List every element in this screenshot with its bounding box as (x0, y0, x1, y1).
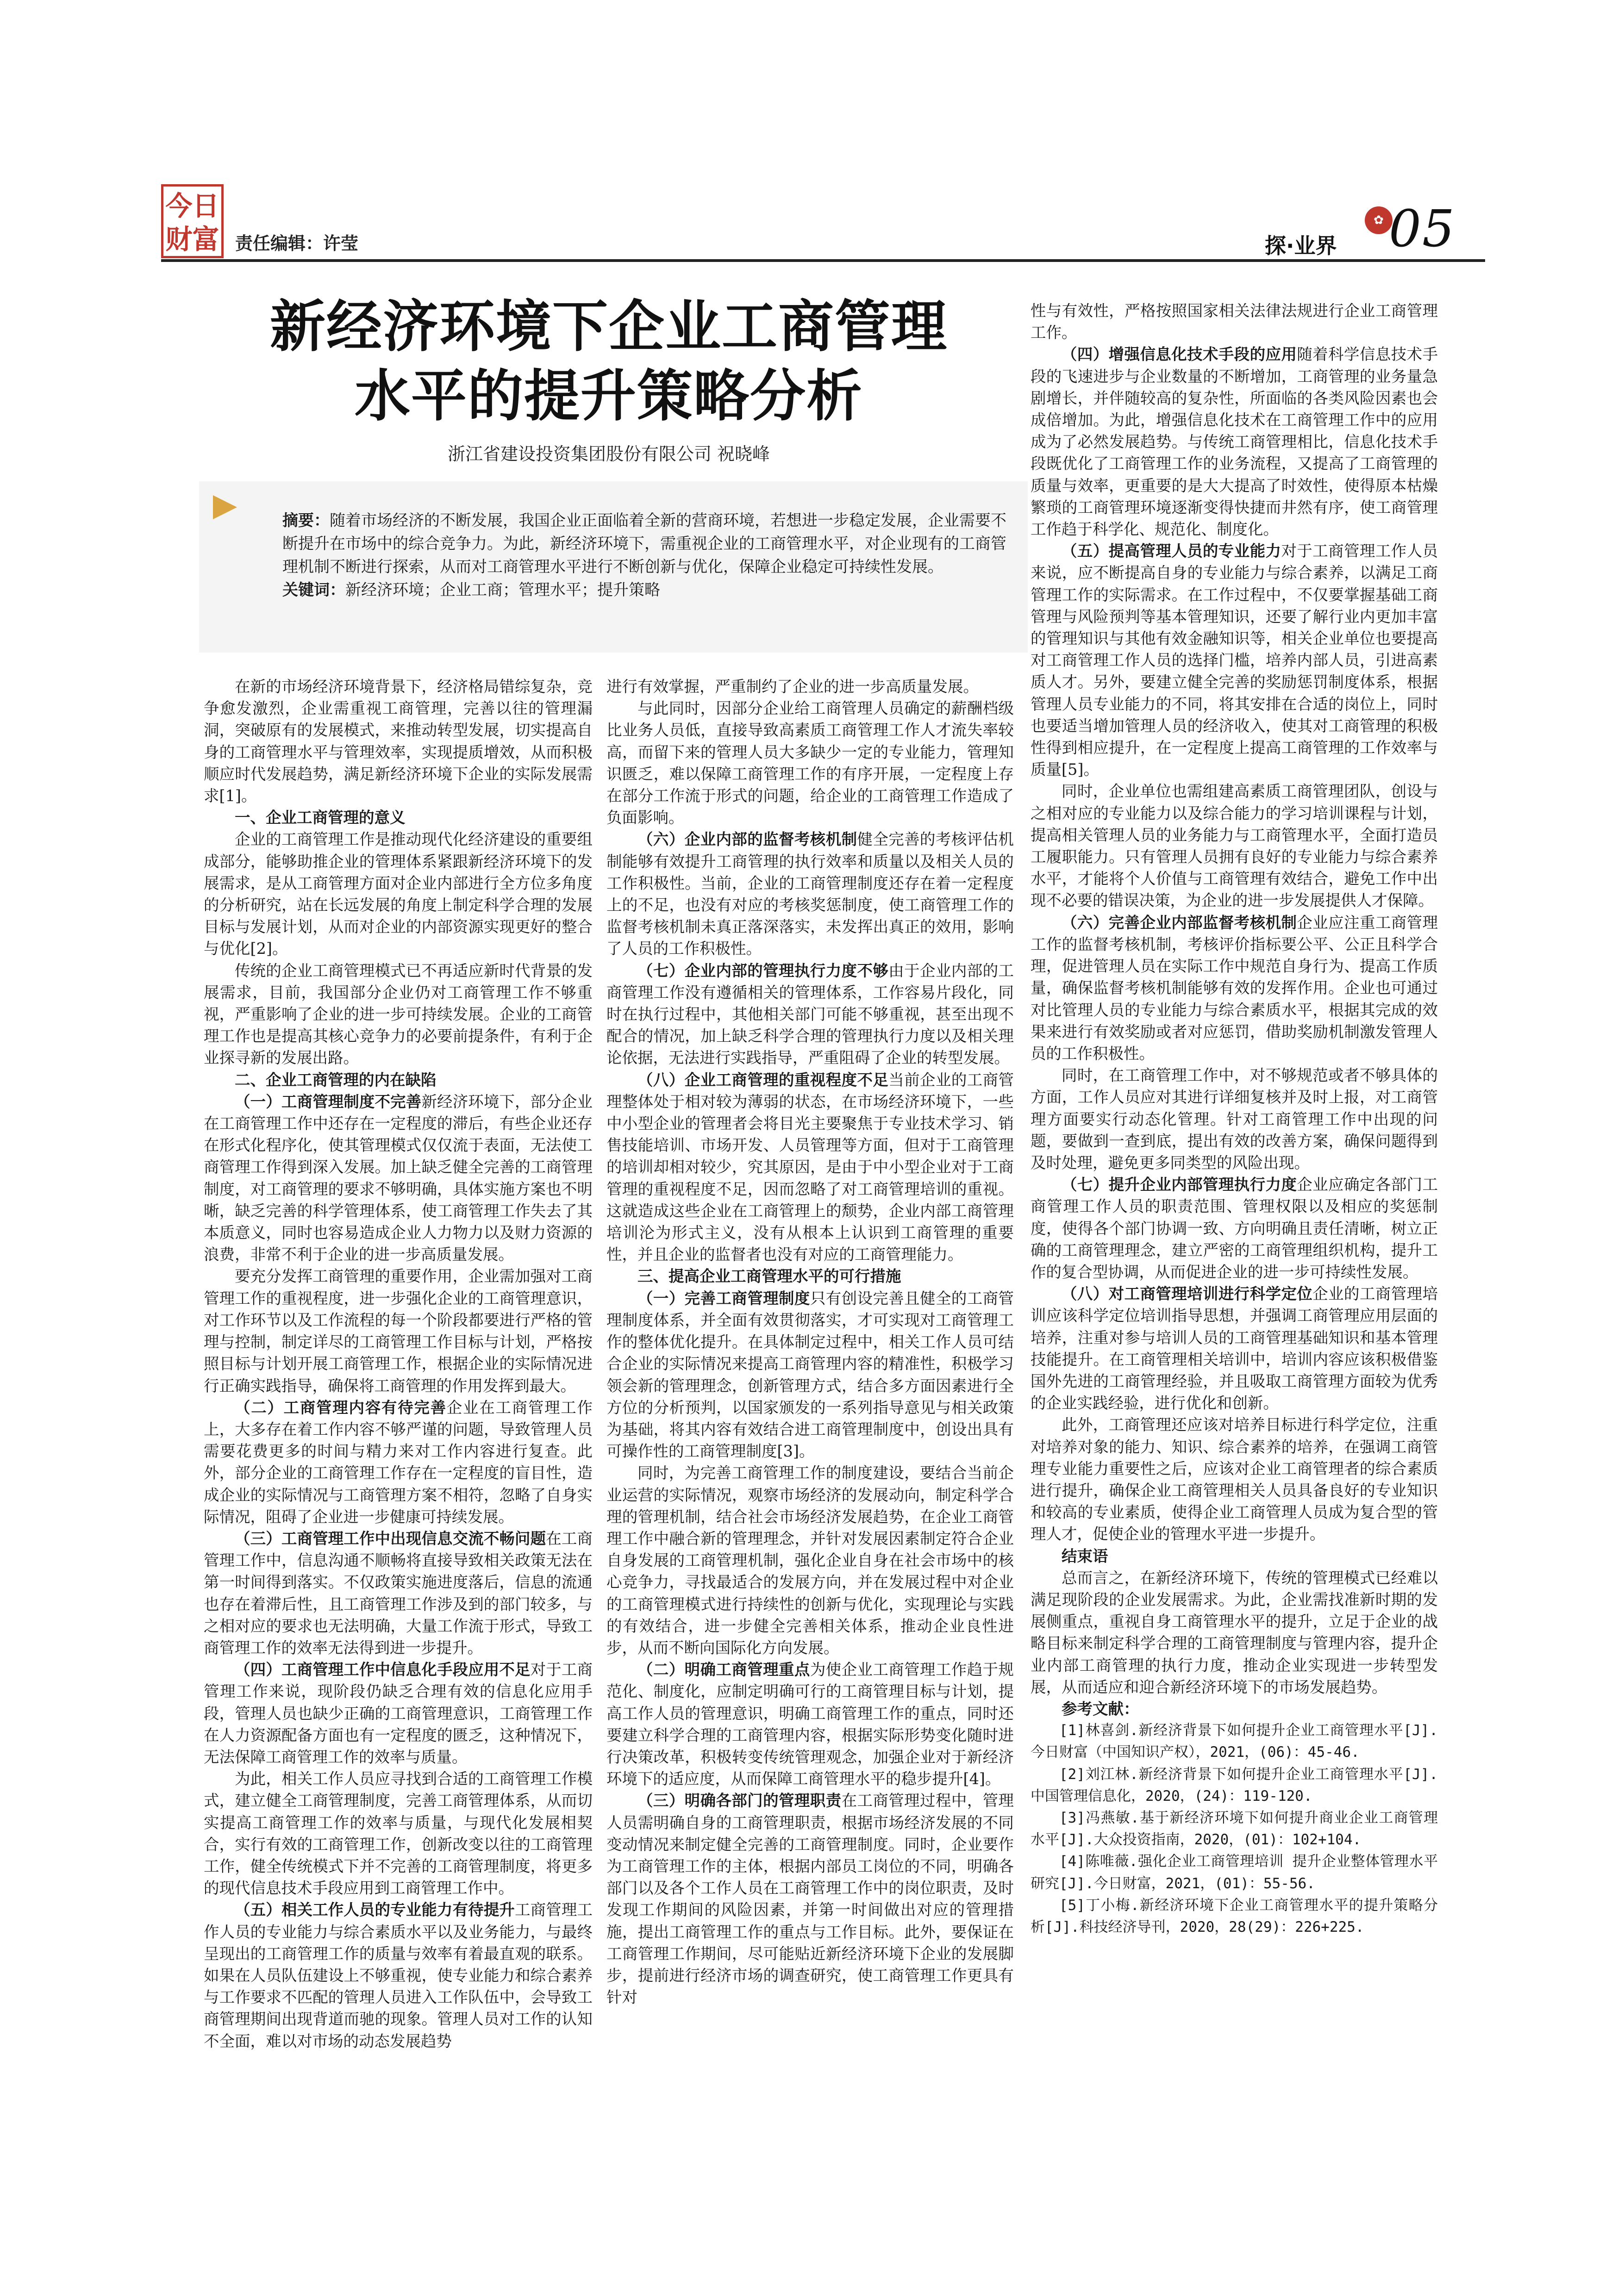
paragraph: 同时，为完善工商管理工作的制度建设，要结合当前企业运营的实际情况，观察市场经济的发展动向，制定科学合理的管理机制，结合社会市场经济发展趋势，在企业工商管理工作中融合新的管理理念，并针对发展因素制定符合企业自身发展的工商管理机制，强化企业自身在社会市场中的核心竞争力，寻找最适合的发展方向，并在发展过程中对企业的工商管理模式进行持续性的创新与优化，实现理论与实践的有效结合，进一步健全完善相关体系，推动企业良性进步，从而不断向国际化方向发展。 (606, 1464, 1014, 1657)
paragraph (606, 960, 1014, 1069)
subheading: （五）提高管理人员的专业能力 (1062, 542, 1281, 560)
paragraph-text: 随着科学信息技术手段的飞速进步与企业数量的不断增加，工商管理的业务量急剧增长，并伴随较高的复杂性，所面临的各类风险因素也会成倍增加。为此，增强信息化技术在工商管理工作中的应用成为了必然发展趋势。与传统工商管理相比，信息化技术手段既优化了工商管理工作的业务流程，又提高了工商管理的质量与效率，更重要的是大大提高了时效性，使得原本枯燥繁琐的工商管理环境逐渐变得快捷而井然有序，使工商管理工作趋于科学化、规范化、制度化。 (1031, 345, 1438, 539)
paragraph (606, 1790, 1014, 2008)
references-heading: 参考文献： (1062, 1700, 1139, 1718)
paragraph: 性与有效性，严格按照国家相关法律法规进行企业工商管理工作。 (1031, 302, 1438, 342)
subheading: （八）对工商管理培训进行科学定位 (1062, 1285, 1313, 1303)
editor-credit: 责任编辑：许莹 (235, 233, 359, 254)
section-name: 探·业界 (1265, 233, 1337, 258)
subheading: （六）完善企业内部监督考核机制 (1062, 913, 1297, 932)
subheading: （七）提升企业内部管理执行力度 (1062, 1176, 1297, 1194)
logo-line-2: 财富 (165, 224, 219, 255)
paragraph: 企业的工商管理工作是推动现代化经济建设的重要组成部分，能够助推企业的管理体系紧跟新经济环境下的发展需求，是从工商管理方面对企业内部进行全方位多角度的分析研究，站在长远发展的角度上制定科学合理的发展目标与发展计划，从而对企业的内部资源实现更好的整合与优化[2]。 (204, 830, 593, 958)
section-heading: 结束语 (1062, 1547, 1108, 1565)
paragraph-text: 企业应注重工商管理工作的监督考核机制，考核评价指标要公平、公正且科学合理，促进管理人员在实际工作中规范自身行为、提高工作质量，确保监督考核机制能够有效的发挥作用。企业也可通过对比管理人员的专业能力与综合素质水平，根据其完成的效果来进行有效奖励或者对应惩罚，借助奖励机制激发管理人员的工作积极性。 (1031, 913, 1438, 1063)
paragraph (1031, 540, 1438, 780)
paragraph: 要充分发挥工商管理的重要作用，企业需加强对工商管理工作的重视程度，进一步强化企业的工商管理意识，对工作环节以及工作流程的每一个阶段都要进行严格的管理与控制，制定详尽的工商管理工作目标与计划，严格按照目标与计划开展工商管理工作，根据企业的实际情况进行正确实践指导，确保将工商管理的作用发挥到最大。 (204, 1267, 593, 1395)
paragraph-text: 对于工商管理工作人员来说，应不断提高自身的专业能力与综合素养，以满足工商管理工作的实际需求。在工作过程中，不仅要掌握基础工商管理与风险预判等基本管理知识，还要了解行业内更加丰富的管理知识与其他有效金融知识等，相关企业单位也要提高对工商管理工作人员的选择门槛，培养内部人员，引进高素质人才。另外，要建立健全完善的奖励惩罚制度体系，根据管理人员专业能力的不同，将其安排在合适的岗位上，同时也要适当增加管理人员的经济收入，使其对工商管理的积极性得到相应提升，在一定程度上提高工商管理的工作效率与质量[5]。 (1031, 542, 1438, 779)
paragraph-text: 工商管理工作人员的专业能力与综合素质水平以及业务能力，与最终呈现出的工商管理工作的质量与效率有着最直观的联系。如果在人员队伍建设上不够重视，使专业能力和综合素养与工作要求不匹配的管理人员进入工作队伍中，会导致工商管理期间出现背道而驰的现象。管理人员对工作的认知不全面，难以对市场的动态发展趋势 (204, 1901, 593, 2050)
subheading: （一）工商管理制度不完善 (235, 1092, 422, 1111)
subheading: （七）企业内部的管理执行力度不够 (637, 961, 889, 980)
subheading: （五）相关工作人员的专业能力有待提升 (235, 1901, 515, 1919)
keywords-paragraph (282, 579, 1009, 602)
subheading: （四）工商管理工作中信息化手段应用不足 (235, 1661, 531, 1679)
paragraph: 进行有效掌握，严重制约了企业的进一步高质量发展。 (606, 678, 979, 696)
paragraph: 为此，相关工作人员应寻找到合适的工商管理工作模式，建立健全工商管理制度，完善工商管理体系，从而切实提高工商管理工作的效率与质量，与现代化发展相契合，实行有效的工商管理工作，创新改变以往的工商管理工作，健全传统模式下并不完善的工商管理制度，将更多的现代信息技术手段应用到工商管理工作中。 (204, 1770, 593, 1898)
abstract-box (199, 481, 1028, 653)
paragraph (606, 1288, 1014, 1462)
paragraph (204, 1091, 593, 1266)
paragraph-text: 由于企业内部的工商管理工作没有遵循相关的管理体系，工作容易片段化，同时在执行过程中，其他相关部门可能不够重视，甚至出现不配合的情况，加上缺乏科学合理的管理执行力度以及相关理论依据，无法进行实践指导，严重阻碍了企业的转型发展。 (606, 961, 1014, 1067)
logo-line-1: 今日 (165, 190, 219, 222)
subheading: （三）工商管理工作中出现信息交流不畅问题 (235, 1529, 546, 1548)
paragraph (204, 1899, 593, 2052)
paragraph (1031, 343, 1438, 540)
arrow-icon (213, 495, 237, 519)
keywords-label: 关键词： (282, 581, 345, 599)
paragraph-text: 企业在工商管理工作上，大多存在着工作内容不够严谨的问题，导致管理人员需要花费更多的时间与精力来对工作内容进行复查。此外，部分企业的工商管理工作存在一定程度的盲目性，造成企业的实际情况与工商管理方案不相符，忽略了自身实际情况，阻碍了企业进一步健康可持续发展。 (204, 1398, 593, 1526)
paragraph-text: 在工商管理工作中，信息沟通不顺畅将直接导致相关政策无法在第一时间得到落实。不仅政策实施进度落后，信息的流通也存在着滞后性，且工商管理工作涉及到的部门较多，与之相对应的要求也无法明确，大量工作流于形式，导致工商管理工作的效率无法得到进一步提升。 (204, 1529, 593, 1657)
abstract-paragraph (282, 509, 1009, 579)
subheading: （六）企业内部的监督考核机制 (637, 830, 857, 849)
paragraph (204, 1528, 593, 1659)
paragraph-text: 为使企业工商管理工作趋于规范化、制度化，应制定明确可行的工商管理目标与计划，提高工作人员的管理意识，明确工商管理工作的重点，同时还要建立科学合理的工商管理内容，根据实际形势变化随时进行决策改革，积极转变传统管理观念，加强企业对于新经济环境下的适应度，从而保障工商管理水平的稳步提升[4]。 (606, 1661, 1014, 1788)
keywords-text: 新经济环境；企业工商；管理水平；提升策略 (345, 581, 660, 599)
paragraph-text: 对于工商管理工作来说，现阶段仍缺乏合理有效的信息化应用手段，管理人员也缺少正确的工商管理意识，工商管理工作在人力资源配备方面也有一定程度的匮乏，这种情况下，无法保障工商管理工作的效率与质量。 (204, 1661, 593, 1766)
reference-item: [5]丁小梅.新经济环境下企业工商管理水平的提升策略分析[J].科技经济导刊，2020，28(29)：226+225. (1031, 1897, 1438, 1936)
subheading: （二）明确工商管理重点 (637, 1661, 810, 1679)
paragraph-text: 健全完善的考核评估机制能够有效提升工商管理的执行效率和质量以及相关人员的工作积极性。当前，企业的工商管理制度还存在着一定程度上的不足，也没有对应的考核奖惩制度，使工商管理工作的监督考核机制未真正落深落实，未发挥出真正的效用，影响了人员的工作积极性。 (606, 830, 1014, 958)
abstract-label: 摘要： (282, 511, 330, 530)
paragraph (606, 1069, 1014, 1266)
header-divider (161, 259, 1485, 262)
paragraph: 在新的市场经济环境背景下，经济格局错综复杂，竞争愈发激烈，企业需重视工商管理，完善以往的管理漏洞，突破原有的发展模式，来推动转型发展，切实提高自身的工商管理水平与管理效率，实现提质增效，从而积极顺应时代发展趋势，满足新经济环境下企业的实际发展需求[1]。 (204, 678, 593, 805)
paragraph: 同时，在工商管理工作中，对不够规范或者不够具体的方面，工作人员应对其进行详细复核并及时上报，对工商管理方面要实行动态化管理。针对工商管理工作中出现的问题，要做到一查到底，提出有效的改善方案，确保问题得到及时处理，避免更多同类型的风险出现。 (1031, 1066, 1438, 1172)
paragraph: 总而言之，在新经济环境下，传统的管理模式已经难以满足现阶段的企业发展需求。为此，企业需找准新时期的发展侧重点，重视自身工商管理水平的提升，立足于企业的战略目标来制定科学合理的工商管理制度与管理内容，提升企业内部工商管理的执行力度，推动企业实现进一步转型发展，从而适应和迎合新经济环境下的市场发展趋势。 (1031, 1568, 1438, 1696)
magazine-logo (161, 184, 224, 258)
subheading: （一）完善工商管理制度 (637, 1289, 810, 1307)
paragraph: 传统的企业工商管理模式已不再适应新时代背景的发展需求，目前，我国部分企业仍对工商管理工作不够重视，严重影响了企业的进一步可持续发展。企业的工商管理工作也是提高其核心竞争力的必要前提条件，有利于企业探寻新的发展出路。 (204, 961, 593, 1067)
paragraph-text: 企业应确定各部门工商管理工作人员的职责范围、管理权限以及相应的奖惩制度，使得各个部门协调一致、方向明确且责任清晰，树立正确的工商管理理念，建立严密的工商管理组织机构，提升工作的复合型协调，从而促进企业的进一步可持续性发展。 (1031, 1176, 1438, 1281)
paragraph-text: 当前企业的工商管理整体处于相对较为薄弱的状态，在市场经济环境下，一些中小型企业的管理者会将目光主要聚焦于专业技术学习、销售技能培训、市场开发、人员管理等方面，但对于工商管理的培训却相对较少，究其原因，是由于中小型企业对于工商管理的重视程度不足，因而忽略了对工商管理培训的重视。这就造成这些企业在工商管理上的颓势，企业内部工商管理培训沦为形式主义，没有从根本上认识到工商管理的重要性，并且企业的监督者也没有对应的工商管理能力。 (606, 1070, 1014, 1264)
abstract-text: 随着市场经济的不断发展，我国企业正面临着全新的营商环境，若想进一步稳定发展，企业需要不断提升在市场中的综合竞争力。为此，新经济环境下，需重视企业的工商管理水平，对企业现有的工商管理机制不断进行探索，从而对工商管理水平进行不断创新与优化，保障企业稳定可持续性发展。 (282, 511, 1006, 576)
paragraph-text: 企业的工商管理培训应该科学定位培训指导思想，并强调工商管理应用层面的培养，注重对参与培训人员的工商管理基础知识和基本管理技能提升。在工商管理相关培训中，培训内容应该积极借鉴国外先进的工商管理经验，并且吸取工商管理方面较为优秀的企业实践经验，进行优化和创新。 (1031, 1285, 1438, 1412)
title-line-2: 水平的提升策略分析 (355, 364, 863, 429)
title-line-1: 新经济环境下企业工商管理 (270, 295, 948, 359)
article-title (194, 292, 1023, 431)
paragraph (1031, 912, 1438, 1064)
reference-item: [1]林喜剑.新经济背景下如何提升企业工商管理水平[J].今日财富（中国知识产权），2021，(06)：45-46. (1031, 1722, 1438, 1761)
paragraph: 与此同时，因部分企业给工商管理人员确定的薪酬档级比业务人员低，直接导致高素质工商管理工作人才流失率较高，而留下来的管理人员大多缺少一定的专业能力，管理知识匮乏，难以保障工商管理工作的有序开展，一定程度上存在部分工作流于形式的问题，给企业的工商管理工作造成了负面影响。 (606, 699, 1014, 827)
subheading: （四）增强信息化技术手段的应用 (1062, 345, 1297, 364)
reference-item: [4]陈唯薇.强化企业工商管理培训 提升企业整体管理水平研究[J].今日财富，2021，(01)：55-56. (1031, 1853, 1438, 1892)
paragraph-text: 在工商管理过程中，管理人员需明确自身的工商管理职责，根据市场经济发展的不同变动情况来制定健全完善的工商管理制度。同时，企业要作为工商管理工作的主体，根据内部员工岗位的不同，明确各部门以及各个工作人员在工商管理工作中的岗位职责，及时发现工作期间的风险因素，并第一时间做出对应的管理措施，提出工商管理工作的重点与工作目标。此外，要保证在工商管理工作期间，尽可能贴近新经济环境下企业的发展脚步，提前进行经济市场的调查研究，使工商管理工作更具有针对 (606, 1792, 1014, 2007)
subheading: （八）企业工商管理的重视程度不足 (637, 1070, 889, 1089)
reference-item: [3]冯燕敏.基于新经济环境下如何提升商业企业工商管理水平[J].大众投资指南，2020，(01)：102+104. (1031, 1810, 1438, 1848)
paragraph-text: 新经济环境下，部分企业在工商管理工作中还存在一定程度的滞后，有些企业还存在形式化程序化，使其管理模式仅仅流于表面，无法使工商管理工作得到深入发展。加上缺乏健全完善的工商管理制度，对工商管理的要求不够明确，具体实施方案也不明晰，缺乏完善的科学管理体系，使工商管理工作失去了其本质意义，同时也容易造成企业人力物力以及财力资源的浪费，非常不利于企业的进一步高质量发展。 (204, 1092, 593, 1264)
paragraph (606, 1659, 1014, 1790)
subheading: （二）工商管理内容有待完善 (235, 1398, 447, 1417)
paragraph (606, 828, 1014, 959)
section-heading: 三、提高企业工商管理水平的可行措施 (637, 1267, 901, 1286)
paragraph (204, 1397, 593, 1528)
reference-item: [2]刘江林.新经济背景下如何提升企业工商管理水平[J].中国管理信息化，2020，(24)：119-120. (1031, 1766, 1438, 1804)
paragraph (204, 1659, 593, 1768)
subheading: （三）明确各部门的管理职责 (637, 1792, 842, 1810)
paragraph-text: 只有创设完善且健全的工商管理制度体系，并全面有效贯彻落实，才可实现对工商管理工作的整体优化提升。在具体制定过程中，相关工作人员可结合企业的实际情况来提高工商管理内容的精准性，积极学习领会新的管理理念，创新管理方式，结合多方面因素进行全方位的分析预判，以国家颁发的一系列指导意见与相关政策为基础，将其内容有效结合进工商管理制度中，创设出具有可操作性的工商管理制度[3]。 (606, 1289, 1014, 1461)
paragraph: 同时，企业单位也需组建高素质工商管理团队，创设与之相对应的专业能力以及综合能力的学习培训课程与计划，提高相关管理人员的业务能力与工商管理水平，全面打造员工履职能力。只有管理人员拥有良好的专业能力与综合素养水平，才能将个人价值与工商管理有效结合，避免工作中出现不必要的错误决策，为企业的进一步发展提供人才保障。 (1031, 782, 1438, 910)
section-heading: 一、企业工商管理的意义 (235, 809, 406, 827)
section-heading: 二、企业工商管理的内在缺陷 (235, 1070, 437, 1089)
column-1 (204, 676, 593, 2052)
article-author: 浙江省建设投资集团股份有限公司 祝晓峰 (447, 444, 770, 464)
paragraph: 此外，工商管理还应该对培养目标进行科学定位，注重对培养对象的能力、知识、综合素养的培养，在强调工商管理专业能力重要性之后，应该对企业工商管理者的综合素质进行提升，确保企业工商管理相关人员具备良好的专业知识和较高的专业素质，使得企业工商管理人员成为复合型的管理人才，促使企业的管理水平进一步提升。 (1031, 1416, 1438, 1543)
section-badge-icon: ✿ (1365, 206, 1393, 234)
page-number: 05 (1389, 199, 1455, 258)
column-3 (1031, 300, 1438, 1938)
column-2 (606, 676, 1014, 2008)
paragraph (1031, 1283, 1438, 1414)
paragraph (1031, 1174, 1438, 1283)
